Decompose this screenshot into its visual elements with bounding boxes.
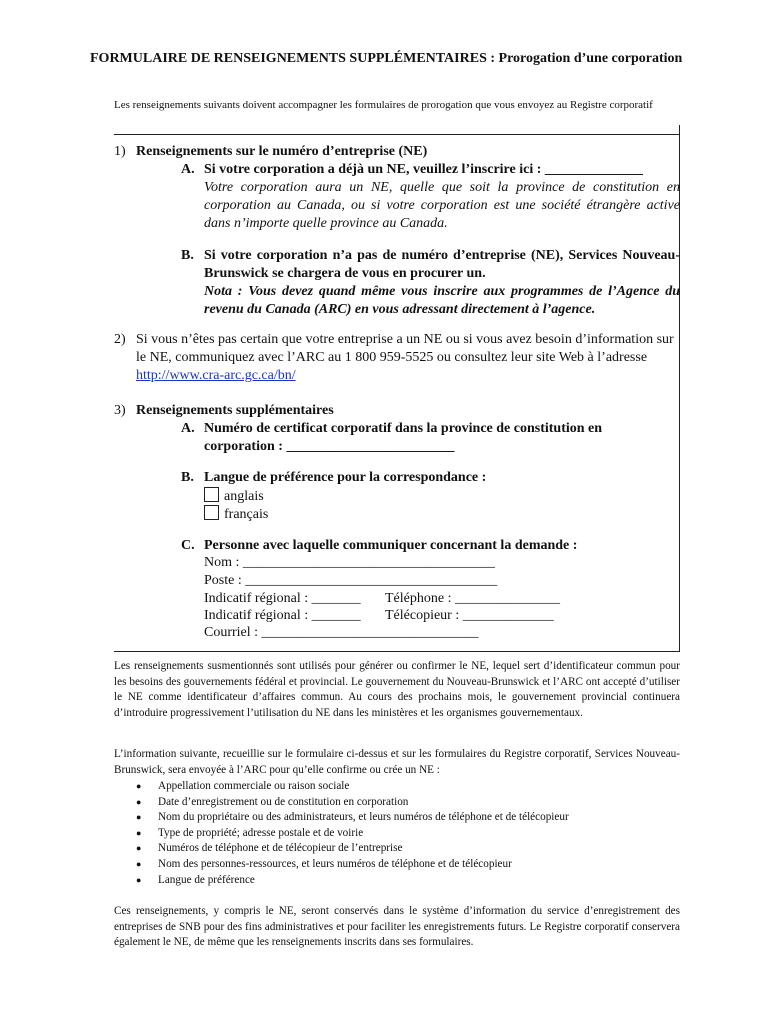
list-item: ● Date d’enregistrement ou de constitution en corporation — [136, 795, 409, 808]
section-1-b-text: Si votre corporation n’a pas de numéro d’entreprise (NE), Services Nouveau-Brunswick se chargera de vous en procurer un. — [204, 248, 680, 281]
list-item: ● Nom du propriétaire ou des administrateurs, et leurs numéros de téléphone et de télécopieur — [136, 811, 569, 824]
area-code-2-field[interactable]: Indicatif régional : _______ — [204, 608, 361, 623]
nom-field[interactable]: Nom : ____________________________________ — [204, 555, 495, 570]
section-1-b-note: Nota : Vous devez quand même vous inscrire aux programmes de l’Agence du revenu du Canada (ARC) en vous adressant directement à l’agence. — [204, 284, 680, 317]
section-1-b-label: B. — [181, 248, 194, 263]
ne-number-field[interactable]: ______________ — [544, 162, 643, 177]
intro-text: Les renseignements suivants doivent accompagner les formulaires de prorogation que vous envoyez au Registre corporatif — [114, 99, 653, 111]
paragraph-retention: Ces renseignements, y compris le NE, seront conservés dans le système d’information du service d’enregistrement des entreprises de SNB pour des fins administratives et pour faciliter les enregistrements futurs. Le Registre corporatif conservera également le NE, de même que les renseignements inscrits dans ses formulaires. — [114, 905, 680, 949]
section-3-a-label: A. — [181, 421, 195, 436]
telephone-field[interactable]: Téléphone : _______________ — [385, 591, 560, 606]
anglais-label: anglais — [224, 489, 264, 504]
section-3-a-text: Numéro de certificat corporatif dans la province de constitution en corporation : ________________________ — [204, 421, 603, 454]
form-title: FORMULAIRE DE RENSEIGNEMENTS SUPPLÉMENTAIRES : Prorogation d’une corporation — [90, 51, 683, 66]
list-item: ● Nom des personnes-ressources, et leurs numéros de téléphone et de télécopieur — [136, 857, 512, 870]
fax-field[interactable]: Télécopieur : _____________ — [385, 608, 554, 623]
paragraph-info-sent: L’information suivante, recueillie sur le formulaire ci-dessus et sur les formulaires du Registre corporatif, Services Nouveau-Brunswick, sera envoyée à l’ARC pour qu’elle confirme ou crée un NE : — [114, 748, 680, 776]
option-anglais[interactable] — [204, 487, 404, 506]
section-3-heading: Renseignements supplémentaires — [136, 403, 334, 418]
section-3-b-text: Langue de préférence pour la correspondance : — [204, 470, 487, 485]
section-1-a-label: A. — [181, 162, 195, 177]
area-code-1-field[interactable]: Indicatif régional : _______ — [204, 591, 361, 606]
section-3-c-label: C. — [181, 538, 195, 553]
section-1-a-question: Si votre corporation a déjà un NE, veuillez l’inscrire ici : ______________ — [204, 162, 643, 177]
section-3-number: 3) — [114, 403, 126, 418]
section-3-b-label: B. — [181, 470, 194, 485]
list-item: ● Appellation commerciale ou raison sociale — [136, 780, 350, 792]
poste-field[interactable]: Poste : ____________________________________ — [204, 573, 498, 588]
courriel-field[interactable]: Courriel : _______________________________ — [204, 625, 479, 640]
info-bullet-list — [136, 779, 569, 888]
cra-website-link[interactable]: http://www.cra-arc.gc.ca/bn/ — [136, 368, 296, 383]
certificate-number-field[interactable]: ________________________ — [286, 439, 455, 454]
anglais-checkbox[interactable] — [204, 487, 219, 502]
francais-checkbox[interactable] — [204, 505, 219, 520]
section-2-number: 2) — [114, 332, 126, 347]
section-3-c-text: Personne avec laquelle communiquer concernant la demande : — [204, 538, 578, 553]
section-1-a-note: Votre corporation aura un NE, quelle que soit la province de constitution en corporation au Canada, ou si votre corporation est une société étrangère active dans n’importe quelle province au Canada. — [204, 180, 680, 231]
section-1-heading: Renseignements sur le numéro d’entreprise (NE) — [136, 144, 428, 159]
paragraph-ne-usage: Les renseignements susmentionnés sont utilisés pour générer ou confirmer le NE, lequel sert d’identificateur commun pour les besoins des gouvernements fédéral et provincial. Le gouvernement du Nouveau-Brunswick et l’ARC ont accepté d’utiliser le NE comme identificateur d’affaires commun. Au cours des prochains mois, le gouvernement provincial continuera d’introduire progressivement l’utilisation du NE dans les ministères et les organismes gouvernementaux. — [114, 660, 680, 719]
francais-label: français — [224, 507, 269, 522]
box-border-bottom — [114, 651, 680, 652]
section-1-number: 1) — [114, 144, 126, 159]
option-francais[interactable] — [204, 505, 404, 524]
box-border-top — [114, 134, 680, 135]
list-item: ● Type de propriété; adresse postale et de voirie — [136, 826, 364, 839]
list-item: ● Numéros de téléphone et de télécopieur de l’entreprise — [136, 842, 403, 855]
section-2-text: Si vous n’êtes pas certain que votre entreprise a un NE ou si vous avez besoin d’information sur le NE, communiquez avec l’ARC au 1 800 959-5525 ou consultez leur site Web à l’adresse http://www.cra-arc.gc.ca/bn/ — [136, 332, 674, 383]
list-item: ● Langue de préférence — [136, 873, 255, 886]
